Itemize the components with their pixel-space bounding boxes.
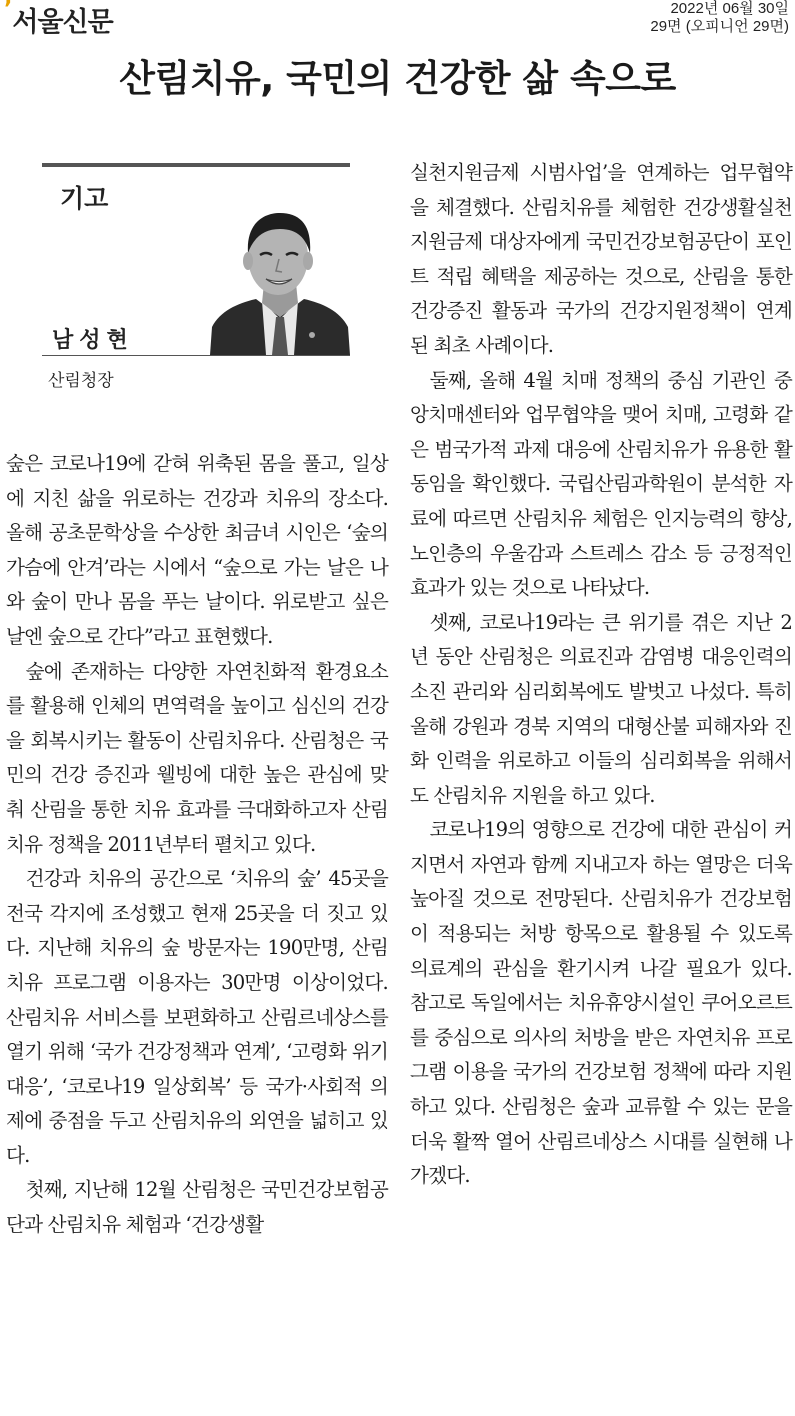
article-paragraph: 코로나19의 영향으로 건강에 대한 관심이 커지면서 자연과 함께 지내고자 하는 열망은 더욱 높아질 것으로 전망된다. 산림치유가 건강보험이 적용되는 처방 항목으로 활용될 수 있도록 의료계의 관심을 환기시켜 나갈 필요가 있다. 참고로 독일에서는 치유휴양시설인 쿠어오르트를 중심으로 의사의 처방을 받은 자연치유 프로그램 이용을 국가의 건강보험 정책에 따라 지원하고 있다. 산림청은 숲과 교류할 수 있는 문을 더욱 활짝 열어 산림르네상스 시대를 실현해 나가겠다. [410,818,792,1188]
headline: 산림치유, 국민의 건강한 삶 속으로 [119,57,676,100]
article-paragraph: 숲은 코로나19에 갇혀 위축된 몸을 풀고, 일상에 지친 삶을 위로하는 건강과 치유의 장소다. 올해 공초문학상을 수상한 최금녀 시인은 ‘숲의 가슴에 안겨’라는 시에서 “숲으로 가는 날은 나와 숲이 만나 몸을 푸는 날이다. 위로받고 싶은 날엔 숲으로 간다”라고 표현했다. [6,452,388,648]
article-column-left [6,447,388,1243]
publication-date: 2022년 06월 30일 [670,0,789,17]
masthead [4,0,113,39]
masthead-mark-icon: ’ [4,0,12,22]
article-paragraph: 첫째, 지난해 12월 산림청은 국민건강보험공단과 산림치유 체험과 ‘건강생활 [6,1178,388,1237]
byline-box [42,163,350,358]
article-column-right [410,156,792,1194]
author-title: 산림청장 [48,371,114,391]
byline-bottom-rule [42,355,350,356]
article-paragraph: 건강과 치유의 공간으로 ‘치유의 숲’ 45곳을 전국 각지에 조성했고 현재 25곳을 더 짓고 있다. 지난해 치유의 숲 방문자는 190만명, 산림치유 프로그램 이용자는 30만명 이상이었다. 산림치유 서비스를 보편화하고 산림르네상스를 열기 위해 ‘국가 건강정책과 연계’, ‘고령화 위기 대응’, ‘코로나19 일상회복’ 등 국가·사회적 의제에 중점을 두고 산림치유의 외연을 넓히고 있다. [6,867,388,1167]
article-paragraph: 둘째, 올해 4월 치매 정책의 중심 기관인 중앙치매센터와 업무협약을 맺어 치매, 고령화 같은 범국가적 과제 대응에 산림치유가 유용한 활동임을 확인했다. 국립산림과학원이 분석한 자료에 따르면 산림치유 체험은 인지능력의 향상, 노인층의 우울감과 스트레스 감소 등 긍정적인 효과가 있는 것으로 나타났다. [410,368,792,600]
article-paragraph: 셋째, 코로나19라는 큰 위기를 겪은 지난 2년 동안 산림청은 의료진과 감염병 대응인력의 소진 관리와 심리회복에도 발벗고 나섰다. 특히 올해 강원과 경북 지역의 대형산불 피해자와 진화 인력을 위로하고 이들의 심리회복을 위해서도 산림치유 지원을 하고 있다. [410,610,792,807]
byline-top-rule [42,163,350,167]
dateline [650,0,789,36]
author-name: 남성현 [52,328,134,353]
masthead-title: 서울신문 [12,7,113,38]
article-paragraph: 숲에 존재하는 다양한 자연친화적 환경요소를 활용해 인체의 면역력을 높이고 심신의 건강을 회복시키는 활동이 산림치유다. 산림청은 국민의 건강 증진과 웰빙에 대한 높은 관심에 맞춰 산림을 통한 치유 효과를 극대화하고자 산림치유 정책을 2011년부터 펼치고 있다. [6,659,388,856]
section-label: 기고 [60,184,109,213]
page-info: 29면 (오피니언 29면) [650,18,789,35]
article-paragraph: 실천지원금제 시범사업’을 연계하는 업무협약을 체결했다. 산림치유를 체험한 건강생활실천지원금제 대상자에게 국민건강보험공단이 포인트 적립 혜택을 제공하는 것으로, 산림을 통한 건강증진 활동과 국가의 건강지원정책이 연계된 최초 사례이다. [410,161,792,357]
author-portrait-icon [210,207,350,355]
author-photo [210,207,350,355]
